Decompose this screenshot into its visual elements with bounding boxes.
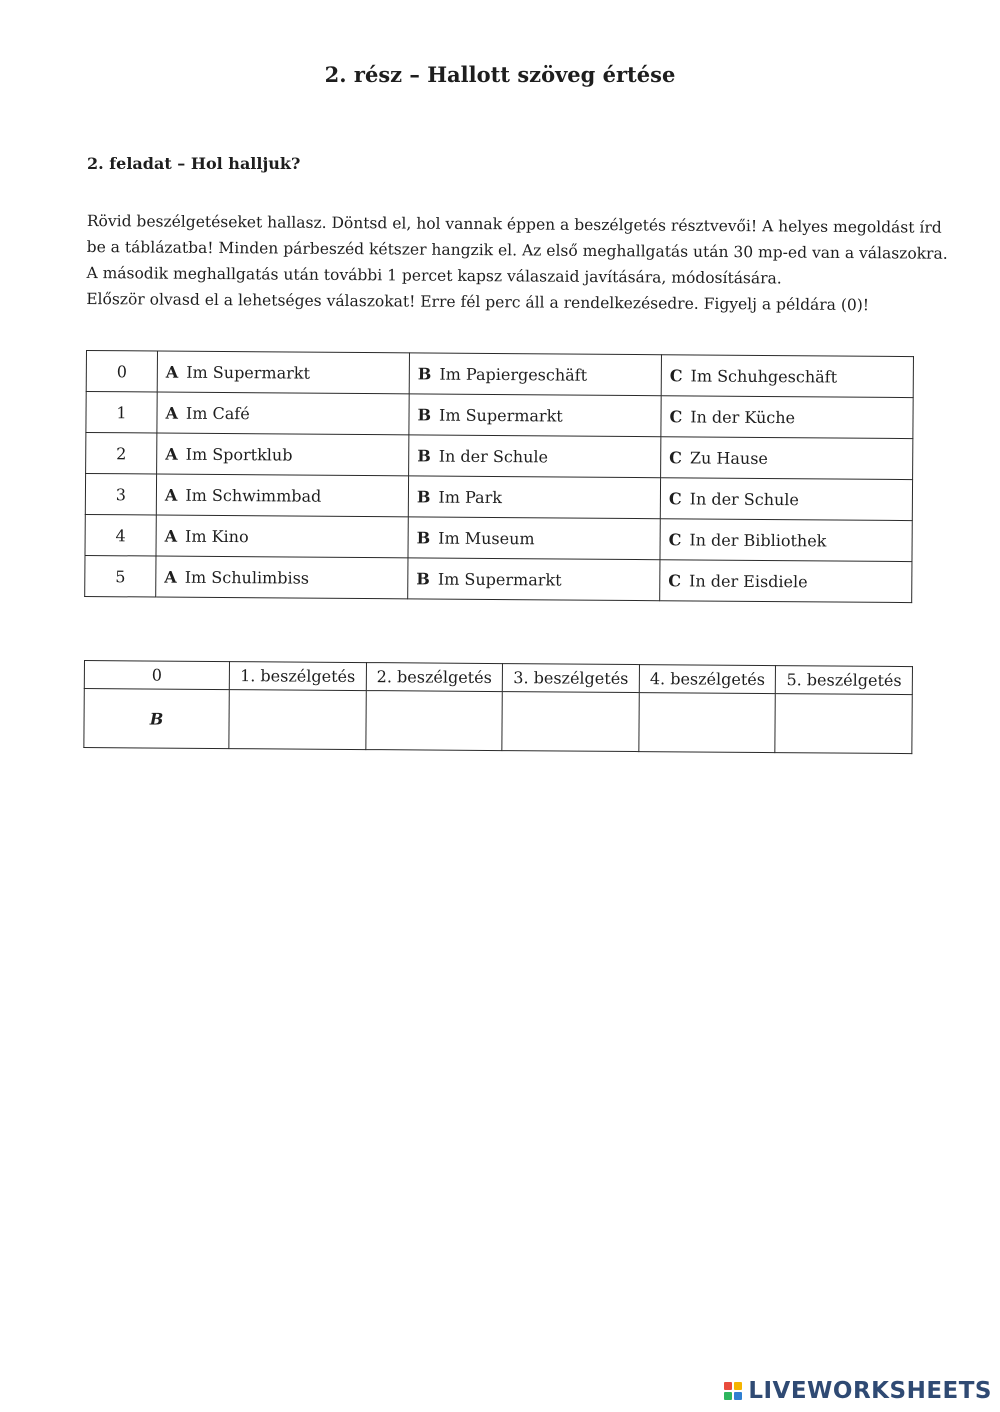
option-b [409,394,661,437]
logo-square-1 [724,1382,732,1390]
row-number: 4 [85,514,156,556]
row-number: 5 [85,555,156,597]
answer-row [84,689,912,754]
header-conversation-3: 3. beszélgetés [502,664,639,693]
page-title: 2. rész – Hallott szöveg értése [324,62,676,87]
option-text: Im Kino [184,526,249,546]
table-row [86,392,913,439]
table-row [85,514,912,561]
option-letter: C [668,529,682,549]
option-a [157,392,409,435]
option-letter: B [416,568,430,589]
row-number: 0 [86,351,157,393]
option-c [661,437,913,480]
header-example: 0 [84,661,229,690]
option-text: Im Schulimbiss [184,567,310,588]
option-text: Zu Hause [689,447,769,468]
option-letter: C [669,447,683,467]
option-b [408,517,660,560]
option-letter: C [669,406,683,426]
logo-icon [724,1382,742,1400]
header-conversation-1: 1. beszélgetés [229,662,366,691]
instruction-line: Rövid beszélgetéseket hallasz. Döntsd el, hol vannak éppen a beszélgetés résztvevői! A helyes megoldást írd [86,211,942,237]
header-conversation-5: 5. beszélgetés [776,666,913,695]
liveworksheets-logo [724,1376,992,1406]
option-c [661,396,913,439]
option-letter: A [165,444,178,464]
option-text: Im Supermarkt [437,569,562,589]
options-table [84,350,914,603]
option-letter: B [417,404,432,425]
option-a [157,351,409,394]
option-letter: B [417,363,432,384]
option-text: Im Park [438,487,503,507]
instruction-line: Először olvasd el a lehetséges válaszokat! Erre fél perc áll a rendelkezésedre. Figyelj a példára (0)! [86,289,870,315]
option-c [660,478,912,521]
option-b [408,476,660,519]
option-a [156,556,408,599]
task-title: 2. feladat – Hol halljuk? [87,154,301,173]
option-letter: C [669,365,683,385]
option-b [409,435,661,478]
option-letter: A [165,403,179,423]
option-text: Im Sportklub [185,444,293,465]
option-text: Im Café [185,403,250,423]
instruction-line: be a táblázatba! Minden párbeszéd kétszer hangzik el. Az első meghallgatás után 30 mp-ed van a válaszokra. [86,237,948,263]
option-letter: B [416,527,431,548]
table-row [85,555,912,602]
option-letter: A [164,567,177,587]
option-b [408,558,660,601]
option-a [156,515,408,558]
example-answer: B [84,689,229,749]
header-conversation-2: 2. beszélgetés [366,663,503,692]
row-number: 2 [86,433,157,475]
option-letter: A [165,362,179,382]
row-number: 3 [85,474,156,516]
option-text: Im Supermarkt [186,362,311,383]
option-a [157,433,409,476]
option-letter: B [417,445,431,466]
answer-field-4[interactable] [639,693,776,753]
logo-text: LIVEWORKSHEETS [748,1378,992,1404]
option-text: In der Küche [690,406,796,427]
instruction-line: A második meghallgatás után további 1 percet kapsz válaszaid javítására, módosítására. [86,263,782,288]
option-letter: C [668,570,682,590]
option-c [660,519,912,562]
answer-table [83,660,913,754]
option-text: Im Supermarkt [438,405,563,425]
option-letter: C [668,488,682,508]
option-b [409,353,661,396]
option-letter: B [416,486,431,507]
answer-field-1[interactable] [229,690,366,750]
logo-square-2 [734,1382,742,1390]
option-text: In der Eisdiele [688,570,808,591]
table-row [86,351,913,398]
header-conversation-4: 4. beszélgetés [639,665,776,694]
option-text: Im Schwimmbad [185,485,322,506]
logo-square-3 [724,1392,732,1400]
answer-field-3[interactable] [502,692,639,752]
option-text: Im Schuhgeschäft [690,365,838,387]
row-number: 1 [86,392,157,434]
option-a [156,474,408,517]
option-c [660,560,912,603]
answer-field-2[interactable] [365,691,502,751]
option-text: In der Schule [689,488,800,509]
table-row [86,433,913,480]
option-text: In der Bibliothek [689,529,827,550]
logo-square-4 [734,1392,742,1400]
option-c [661,355,913,398]
instructions [86,208,948,319]
option-text: In der Schule [438,446,549,466]
option-text: Im Museum [438,528,535,548]
option-text: Im Papiergeschäft [439,364,588,385]
option-letter: A [164,485,178,505]
option-letter: A [164,526,178,546]
table-row [85,474,912,521]
answer-field-5[interactable] [775,694,912,754]
